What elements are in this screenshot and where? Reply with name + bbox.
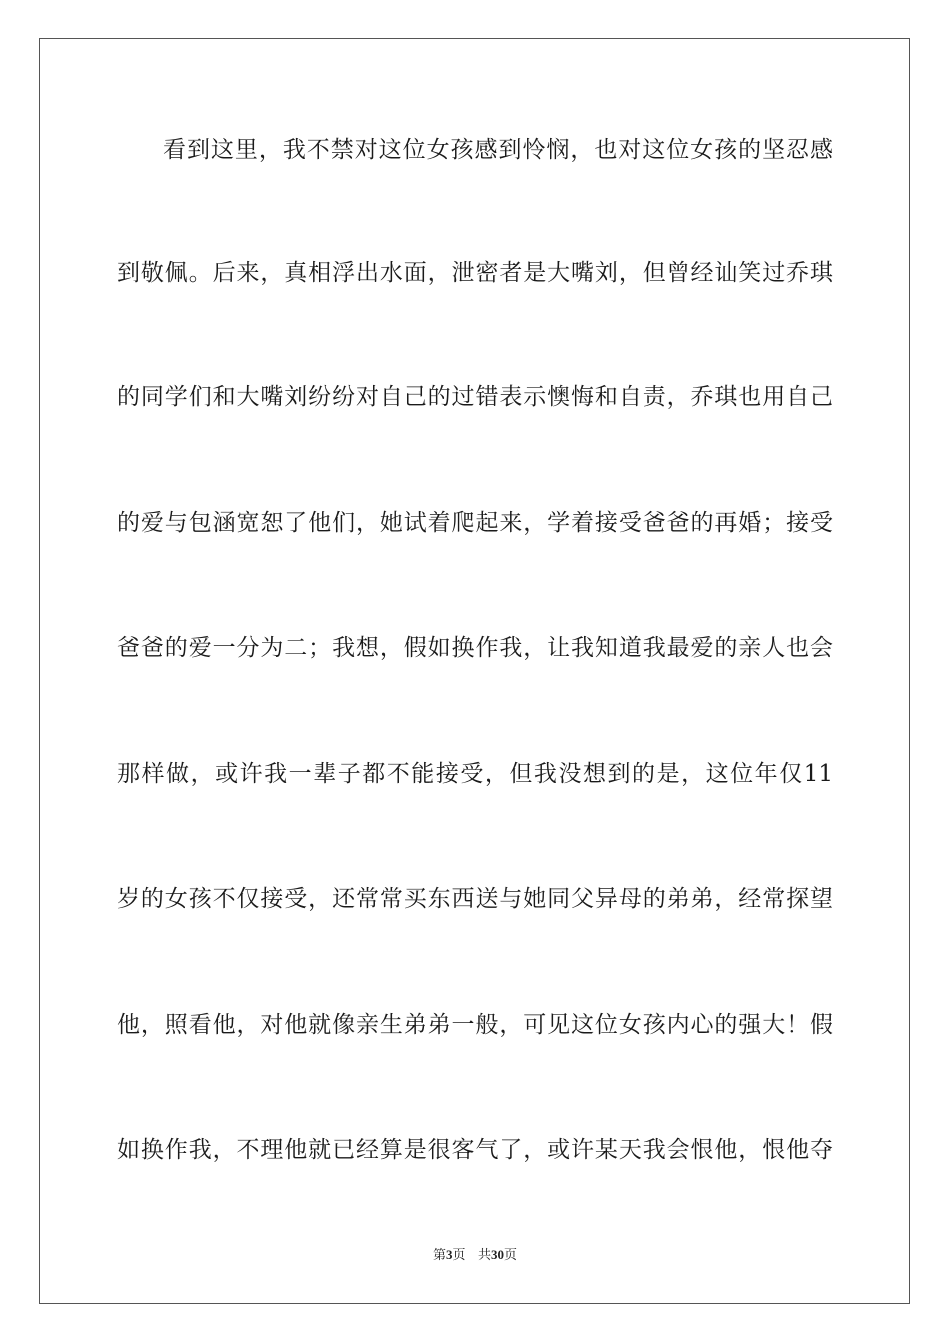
text-line: 的爱与包涵宽恕了他们，她试着爬起来，学着接受爸爸的再婚；接受 <box>117 510 833 536</box>
text-line: 到敬佩。后来，真相浮出水面，泄密者是大嘴刘，但曾经讪笑过乔琪 <box>117 260 833 286</box>
text-line: 的同学们和大嘴刘纷纷对自己的过错表示懊悔和自责，乔琪也用自己 <box>117 384 833 410</box>
page-footer <box>0 1246 950 1265</box>
text-line: 岁的女孩不仅接受，还常常买东西送与她同父异母的弟弟，经常探望 <box>117 886 833 912</box>
text-line: 他，照看他，对他就像亲生弟弟一般，可见这位女孩内心的强大！假 <box>117 1012 833 1038</box>
page-prefix: 第 <box>433 1248 447 1263</box>
page-suffix: 页 <box>452 1248 466 1263</box>
text-line: 爸爸的爱一分为二；我想，假如换作我，让我知道我最爱的亲人也会 <box>117 635 833 661</box>
page-number: 3 <box>446 1247 453 1262</box>
page-border <box>39 38 910 1304</box>
text-line: 那样做，或许我一辈子都不能接受，但我没想到的是，这位年仅11 <box>117 761 833 787</box>
total-pages: 30 <box>490 1247 504 1262</box>
text-line: 如换作我，不理他就已经算是很客气了，或许某天我会恨他，恨他夺 <box>117 1137 833 1163</box>
total-prefix: 共 <box>477 1248 491 1263</box>
total-suffix: 页 <box>503 1248 517 1263</box>
text-line: 看到这里，我不禁对这位女孩感到怜悯，也对这位女孩的坚忍感 <box>163 137 833 163</box>
